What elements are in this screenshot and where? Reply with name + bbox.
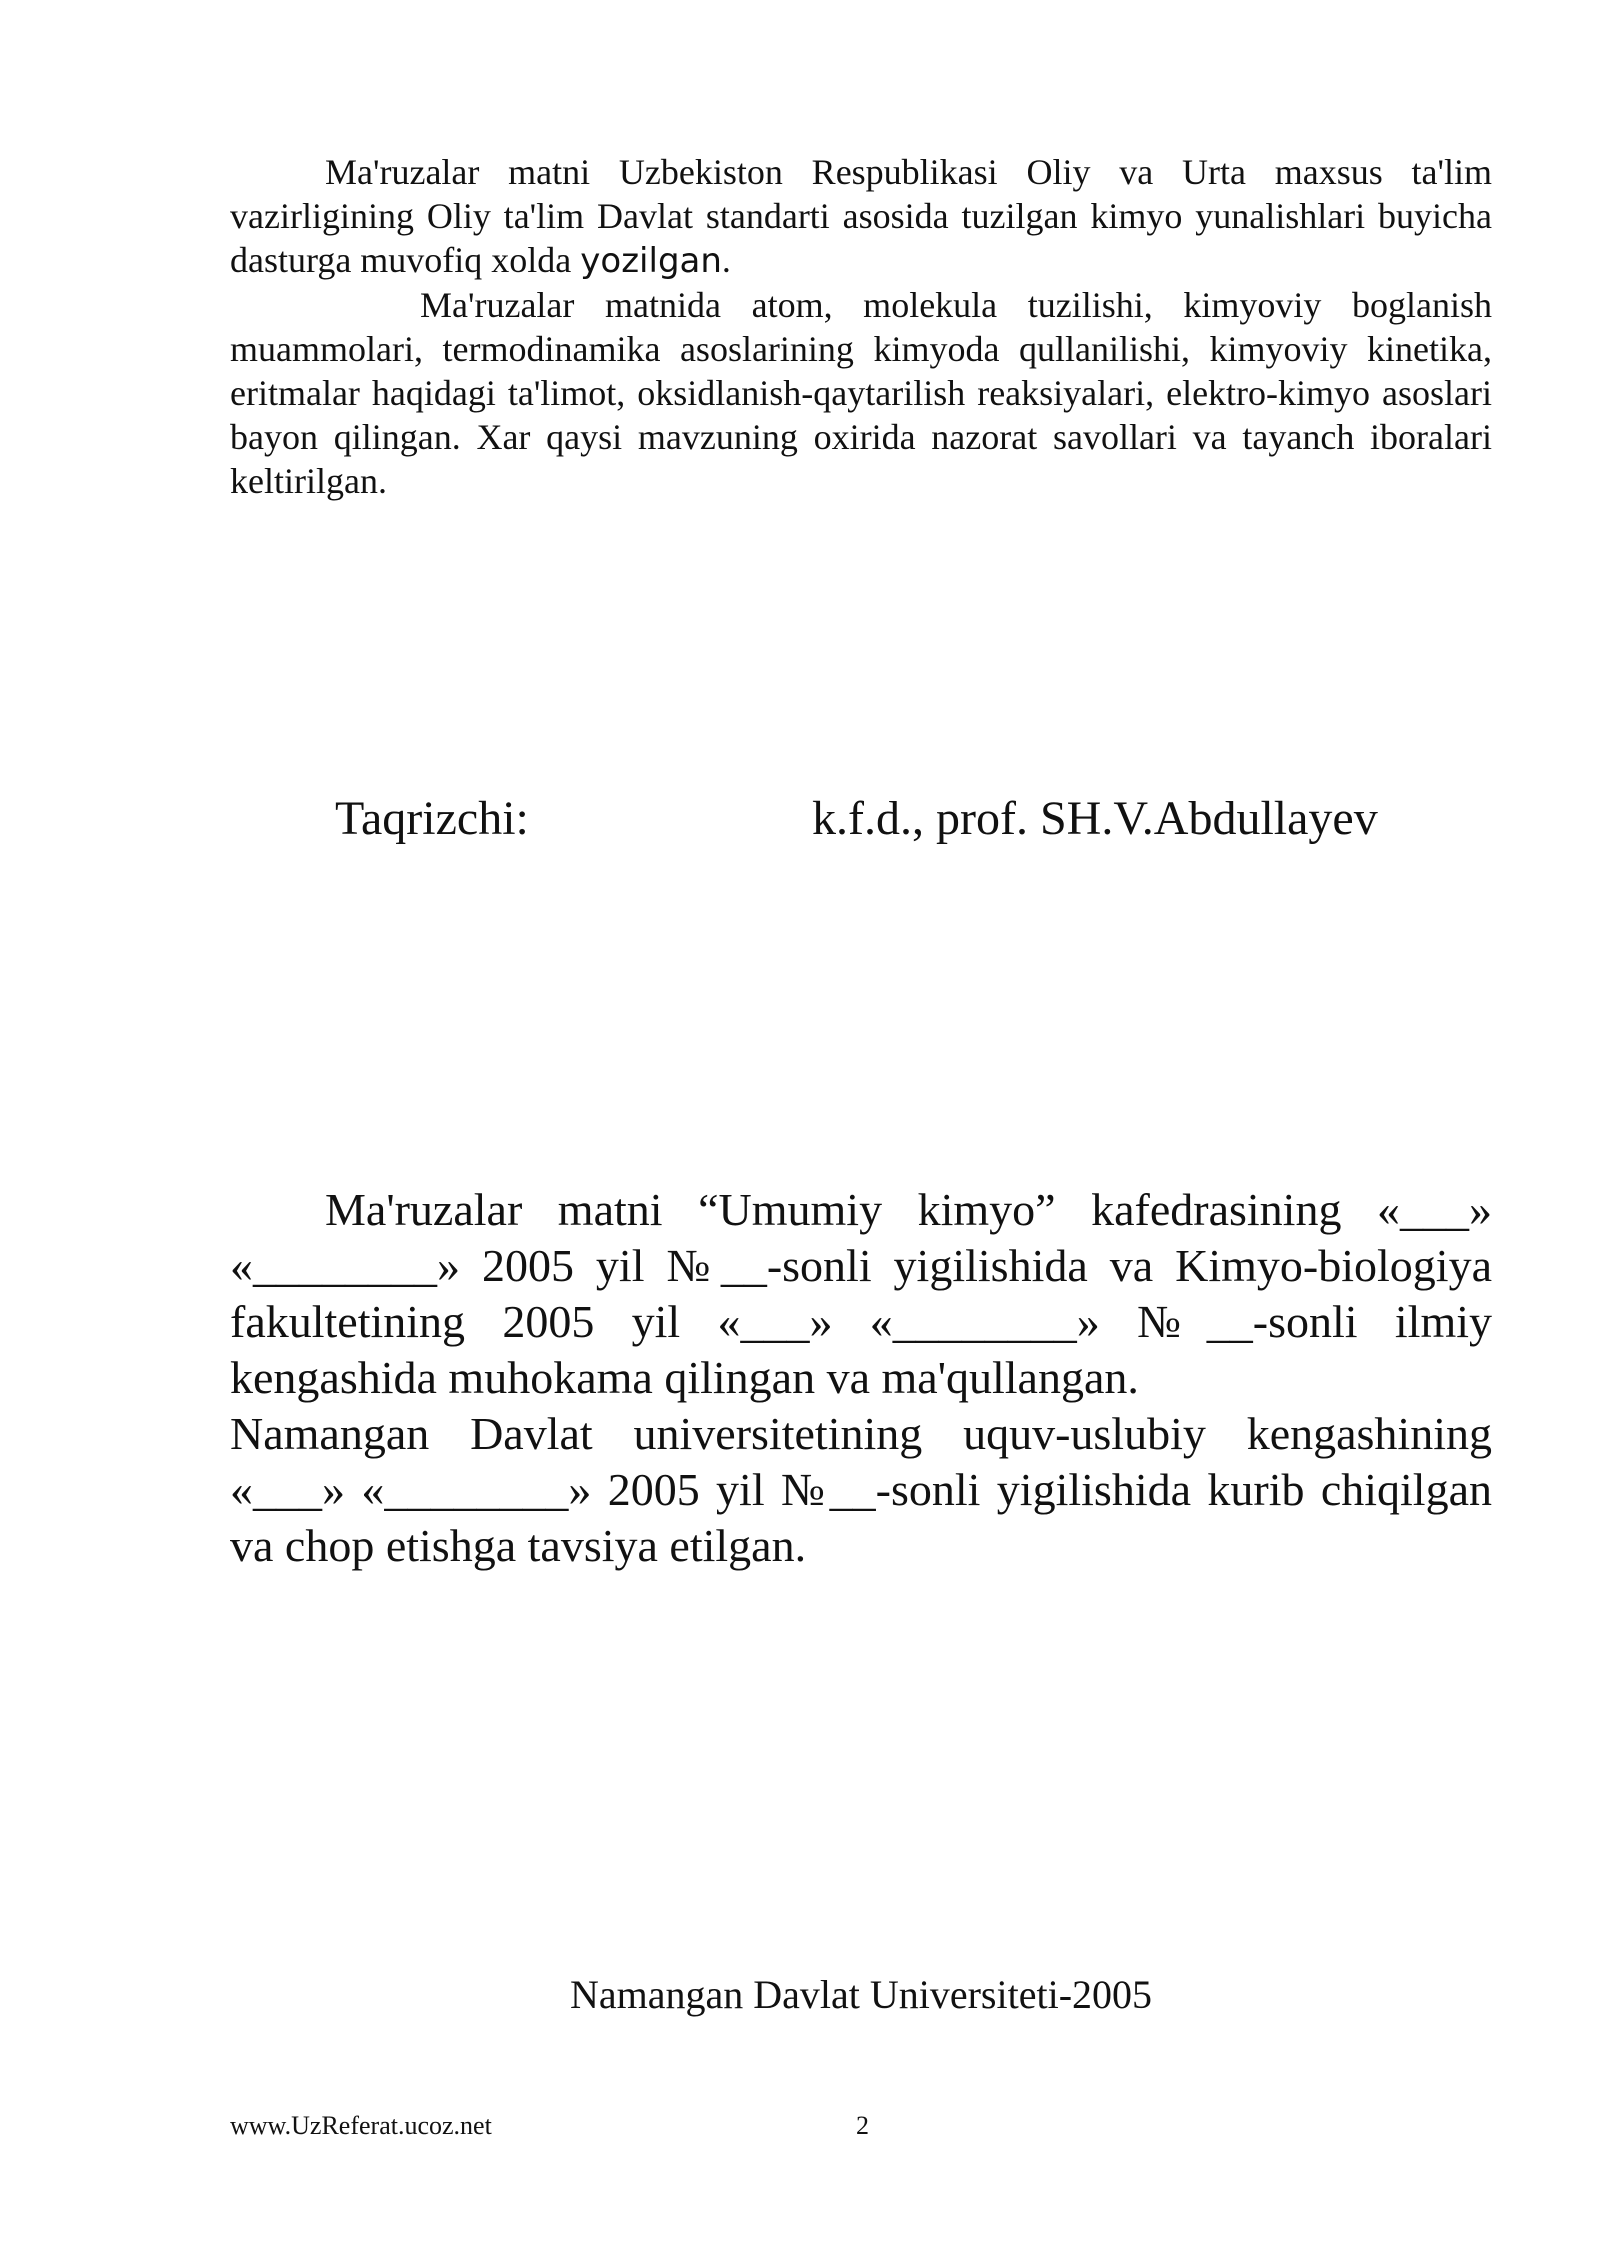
intro-paragraph-1 bbox=[230, 150, 1492, 283]
footer-url: www.UzReferat.ucoz.net bbox=[230, 2111, 492, 2140]
reviewer-label: Taqrizchi: bbox=[335, 792, 529, 845]
intro-paragraph-1-end: . bbox=[721, 240, 731, 280]
approval-paragraph-2: Namangan Davlat universitetining uquv-uslubiy kengashining «___» «________» 2005 yil №__-sonli yigilishida kurib chiqilgan va chop etishga tavsiya etilgan. bbox=[230, 1408, 1492, 1571]
page-number: 2 bbox=[856, 2111, 869, 2140]
approval-paragraph-1: Ma'ruzalar matni “Umumiy kimyo” kafedrasining «___» «________» 2005 yil №__-sonli yigilishida va Kimyo-biologiya fakultetining 2005 yil «___» «________» №__-sonli ilmiy kengashida muhokama qilingan va ma'qullangan. bbox=[230, 1184, 1492, 1403]
intro-paragraph-1-last-word: yozilgan bbox=[580, 241, 722, 281]
intro-paragraph-1-text: Ma'ruzalar matni Uzbekiston Respublikasi Oliy va Urta maxsus ta'lim vazirligining Oliy ta'lim Davlat standarti asosida tuzilgan kimyo yunalishlari buyicha dasturga muvofiq xolda bbox=[230, 152, 1492, 280]
intro-paragraph-2: Ma'ruzalar matnida atom, molekula tuzilishi, kimyoviy boglanish muammolari, termodinamika asoslarining kimyoda qullanilishi, kimyoviy kinetika, eritmalar haqidagi ta'limot, oksidlanish-qaytarilish reaksiyalari, elektro-kimyo asoslari bayon qilingan. Xar qaysi mavzuning oxirida nazorat savollari va tayanch iboralari keltirilgan. bbox=[230, 285, 1492, 501]
intro-section bbox=[230, 150, 1492, 503]
approval-section bbox=[230, 1182, 1492, 1574]
reviewer-name: k.f.d., prof. SH.V.Abdullayev bbox=[812, 792, 1378, 845]
publisher-line: Namangan Davlat Universiteti-2005 bbox=[569, 1972, 1153, 2017]
